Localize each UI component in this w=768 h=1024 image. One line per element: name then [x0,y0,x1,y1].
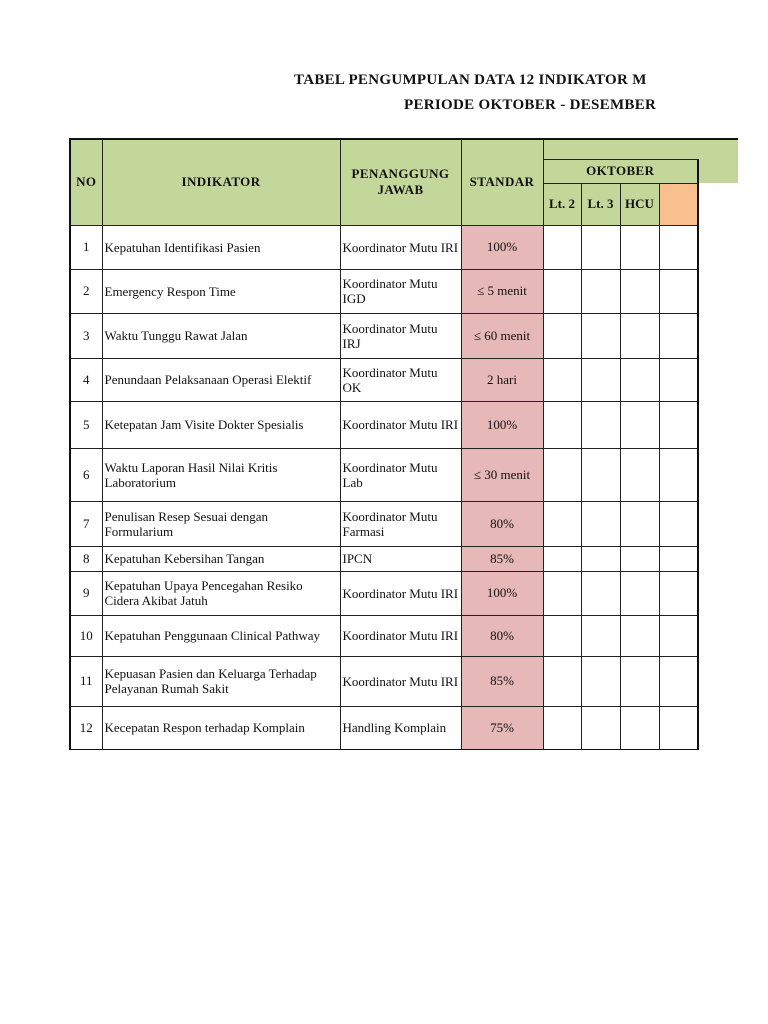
row-standar: 100% [461,401,543,448]
row-penanggung-jawab: Koordinator Mutu IRI [340,571,461,615]
cell-lt2[interactable] [543,401,581,448]
row-penanggung-jawab: Koordinator Mutu IRI [340,401,461,448]
row-standar: 2 hari [461,358,543,401]
cell-hcu[interactable] [620,571,659,615]
cell-filler[interactable] [698,615,738,656]
cell-hcu[interactable] [620,656,659,706]
row-penanggung-jawab: Handling Komplain [340,706,461,750]
cell-extra[interactable] [659,656,698,706]
cell-hcu[interactable] [620,448,659,501]
row-no: 12 [70,706,102,750]
header-no: NO [70,139,102,225]
subheader-lt3: Lt. 3 [581,183,620,225]
cell-lt3[interactable] [581,501,620,546]
header-indikator: INDIKATOR [102,139,340,225]
row-no: 6 [70,448,102,501]
table-row [70,656,738,706]
cell-filler[interactable] [698,448,738,501]
cell-lt2[interactable] [543,448,581,501]
cell-extra[interactable] [659,501,698,546]
cell-filler[interactable] [698,225,738,269]
table-row [70,571,738,615]
row-standar: ≤ 5 menit [461,269,543,313]
row-standar: 75% [461,706,543,750]
cell-filler[interactable] [698,401,738,448]
cell-extra[interactable] [659,225,698,269]
subheader-extra [659,183,698,225]
cell-lt3[interactable] [581,358,620,401]
row-indikator: Kepatuhan Penggunaan Clinical Pathway [102,615,340,656]
row-indikator: Kepatuhan Kebersihan Tangan [102,546,340,571]
row-penanggung-jawab: IPCN [340,546,461,571]
cell-filler[interactable] [698,358,738,401]
cell-hcu[interactable] [620,401,659,448]
cell-lt2[interactable] [543,501,581,546]
cell-extra[interactable] [659,706,698,750]
cell-filler[interactable] [698,656,738,706]
row-penanggung-jawab: Koordinator Mutu IRI [340,656,461,706]
cell-lt2[interactable] [543,269,581,313]
row-penanggung-jawab: Koordinator Mutu Lab [340,448,461,501]
cell-lt3[interactable] [581,546,620,571]
row-standar: 100% [461,225,543,269]
cell-lt2[interactable] [543,225,581,269]
cell-extra[interactable] [659,269,698,313]
cell-filler[interactable] [698,706,738,750]
cell-extra[interactable] [659,313,698,358]
header-standar: STANDAR [461,139,543,225]
row-no: 3 [70,313,102,358]
cell-lt2[interactable] [543,706,581,750]
cell-lt2[interactable] [543,358,581,401]
row-no: 9 [70,571,102,615]
row-penanggung-jawab: Koordinator Mutu OK [340,358,461,401]
cell-lt2[interactable] [543,656,581,706]
cell-lt2[interactable] [543,571,581,615]
row-standar: 85% [461,656,543,706]
subheader-hcu: HCU [620,183,659,225]
cell-extra[interactable] [659,546,698,571]
subheader-lt2: Lt. 2 [543,183,581,225]
row-indikator: Kecepatan Respon terhadap Komplain [102,706,340,750]
indicator-table [69,138,738,750]
row-standar: 100% [461,571,543,615]
cell-lt3[interactable] [581,225,620,269]
cell-lt2[interactable] [543,615,581,656]
cell-extra[interactable] [659,571,698,615]
cell-filler[interactable] [698,546,738,571]
row-indikator: Penundaan Pelaksanaan Operasi Elektif [102,358,340,401]
table-row [70,313,738,358]
header-month-band [543,139,738,159]
cell-lt3[interactable] [581,313,620,358]
table-row [70,615,738,656]
row-standar: 85% [461,546,543,571]
row-penanggung-jawab: Koordinator Mutu IGD [340,269,461,313]
row-penanggung-jawab: Koordinator Mutu Farmasi [340,501,461,546]
cell-lt3[interactable] [581,615,620,656]
row-no: 5 [70,401,102,448]
row-penanggung-jawab: Koordinator Mutu IRI [340,615,461,656]
row-indikator: Emergency Respon Time [102,269,340,313]
row-no: 7 [70,501,102,546]
data-sheet [69,138,768,750]
header-penanggung-jawab: PENANGGUNG JAWAB [340,139,461,225]
cell-lt3[interactable] [581,448,620,501]
row-no: 8 [70,546,102,571]
cell-filler[interactable] [698,501,738,546]
row-standar: ≤ 60 menit [461,313,543,358]
table-row [70,706,738,750]
header-month-oktober: OKTOBER [543,159,698,183]
cell-lt3[interactable] [581,571,620,615]
cell-extra[interactable] [659,358,698,401]
row-indikator: Waktu Laporan Hasil Nilai Kritis Laboratorium [102,448,340,501]
cell-lt2[interactable] [543,546,581,571]
cell-hcu[interactable] [620,358,659,401]
table-row [70,269,738,313]
page-subtitle: PERIODE OKTOBER - DESEMBER [404,97,657,113]
cell-lt2[interactable] [543,313,581,358]
cell-lt3[interactable] [581,269,620,313]
table-row [70,225,738,269]
table-row [70,448,738,501]
cell-hcu[interactable] [620,313,659,358]
cell-filler[interactable] [698,571,738,615]
cell-hcu[interactable] [620,225,659,269]
row-no: 11 [70,656,102,706]
cell-extra[interactable] [659,401,698,448]
cell-lt3[interactable] [581,656,620,706]
row-penanggung-jawab: Koordinator Mutu IRJ [340,313,461,358]
row-standar: 80% [461,501,543,546]
cell-extra[interactable] [659,615,698,656]
cell-lt3[interactable] [581,401,620,448]
table-row [70,546,738,571]
cell-hcu[interactable] [620,615,659,656]
row-indikator: Waktu Tunggu Rawat Jalan [102,313,340,358]
row-indikator: Kepatuhan Upaya Pencegahan Resiko Cidera Akibat Jatuh [102,571,340,615]
cell-hcu[interactable] [620,501,659,546]
page-title: TABEL PENGUMPULAN DATA 12 INDIKATOR M [294,72,647,88]
subheader-filler [698,183,738,225]
cell-lt3[interactable] [581,706,620,750]
table-row [70,401,738,448]
row-indikator: Penulisan Resep Sesuai dengan Formularium [102,501,340,546]
row-standar: 80% [461,615,543,656]
row-no: 10 [70,615,102,656]
header-month-filler [698,159,738,183]
cell-hcu[interactable] [620,546,659,571]
row-indikator: Kepatuhan Identifikasi Pasien [102,225,340,269]
cell-filler[interactable] [698,269,738,313]
row-no: 2 [70,269,102,313]
cell-hcu[interactable] [620,269,659,313]
table-row [70,358,738,401]
row-no: 1 [70,225,102,269]
row-indikator: Ketepatan Jam Visite Dokter Spesialis [102,401,340,448]
row-no: 4 [70,358,102,401]
row-standar: ≤ 30 menit [461,448,543,501]
cell-extra[interactable] [659,448,698,501]
row-penanggung-jawab: Koordinator Mutu IRI [340,225,461,269]
cell-hcu[interactable] [620,706,659,750]
row-indikator: Kepuasan Pasien dan Keluarga Terhadap Pelayanan Rumah Sakit [102,656,340,706]
cell-filler[interactable] [698,313,738,358]
table-row [70,501,738,546]
